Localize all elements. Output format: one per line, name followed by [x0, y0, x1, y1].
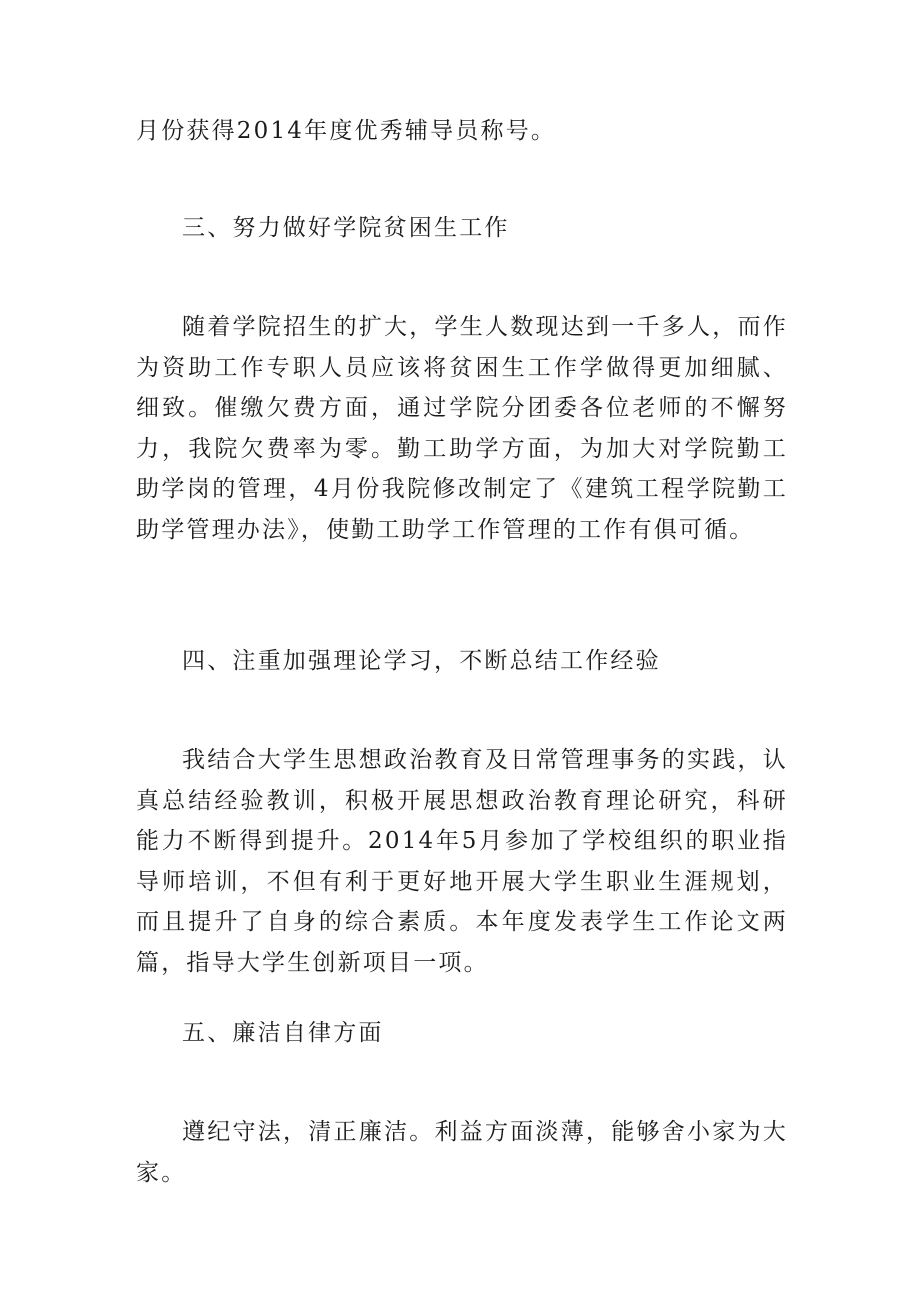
section-heading-4: 四、注重加强理论学习，不断总结工作经验: [182, 648, 661, 674]
section-heading-5: 五、廉洁自律方面: [182, 1020, 384, 1046]
section-body-3: 随着学院招生的扩大，学生人数现达到一千多人，而作为资助工作专职人员应该将贫困生工作学做得更加细腻、细致。催缴欠费方面，通过学院分团委各位老师的不懈努力，我院欠费率为零。勤工助学方面，为加大对学院勤工助学岗的管理，4月份我院修改制定了《建筑工程学院勤工助学管理办法》，使勤工助学工作管理的工作有俱可循。: [136, 314, 788, 543]
carryover-line: 月份获得2014年度优秀辅导员称号。: [136, 118, 557, 144]
section-body-4: 我结合大学生思想政治教育及日常管理事务的实践，认真总结经验教训，积极开展思想政治教育理论研究，科研能力不断得到提升。2014年5月参加了学校组织的职业指导师培训，不但有利于更好地开展大学生职业生涯规划，而且提升了自身的综合素质。本年度发表学生工作论文两篇，指导大学生创新项目一项。: [136, 747, 788, 976]
section-heading-3: 三、努力做好学院贫困生工作: [182, 215, 510, 241]
section-body-5: 遵纪守法，清正廉洁。利益方面淡薄，能够舍小家为大家。: [136, 1119, 788, 1186]
